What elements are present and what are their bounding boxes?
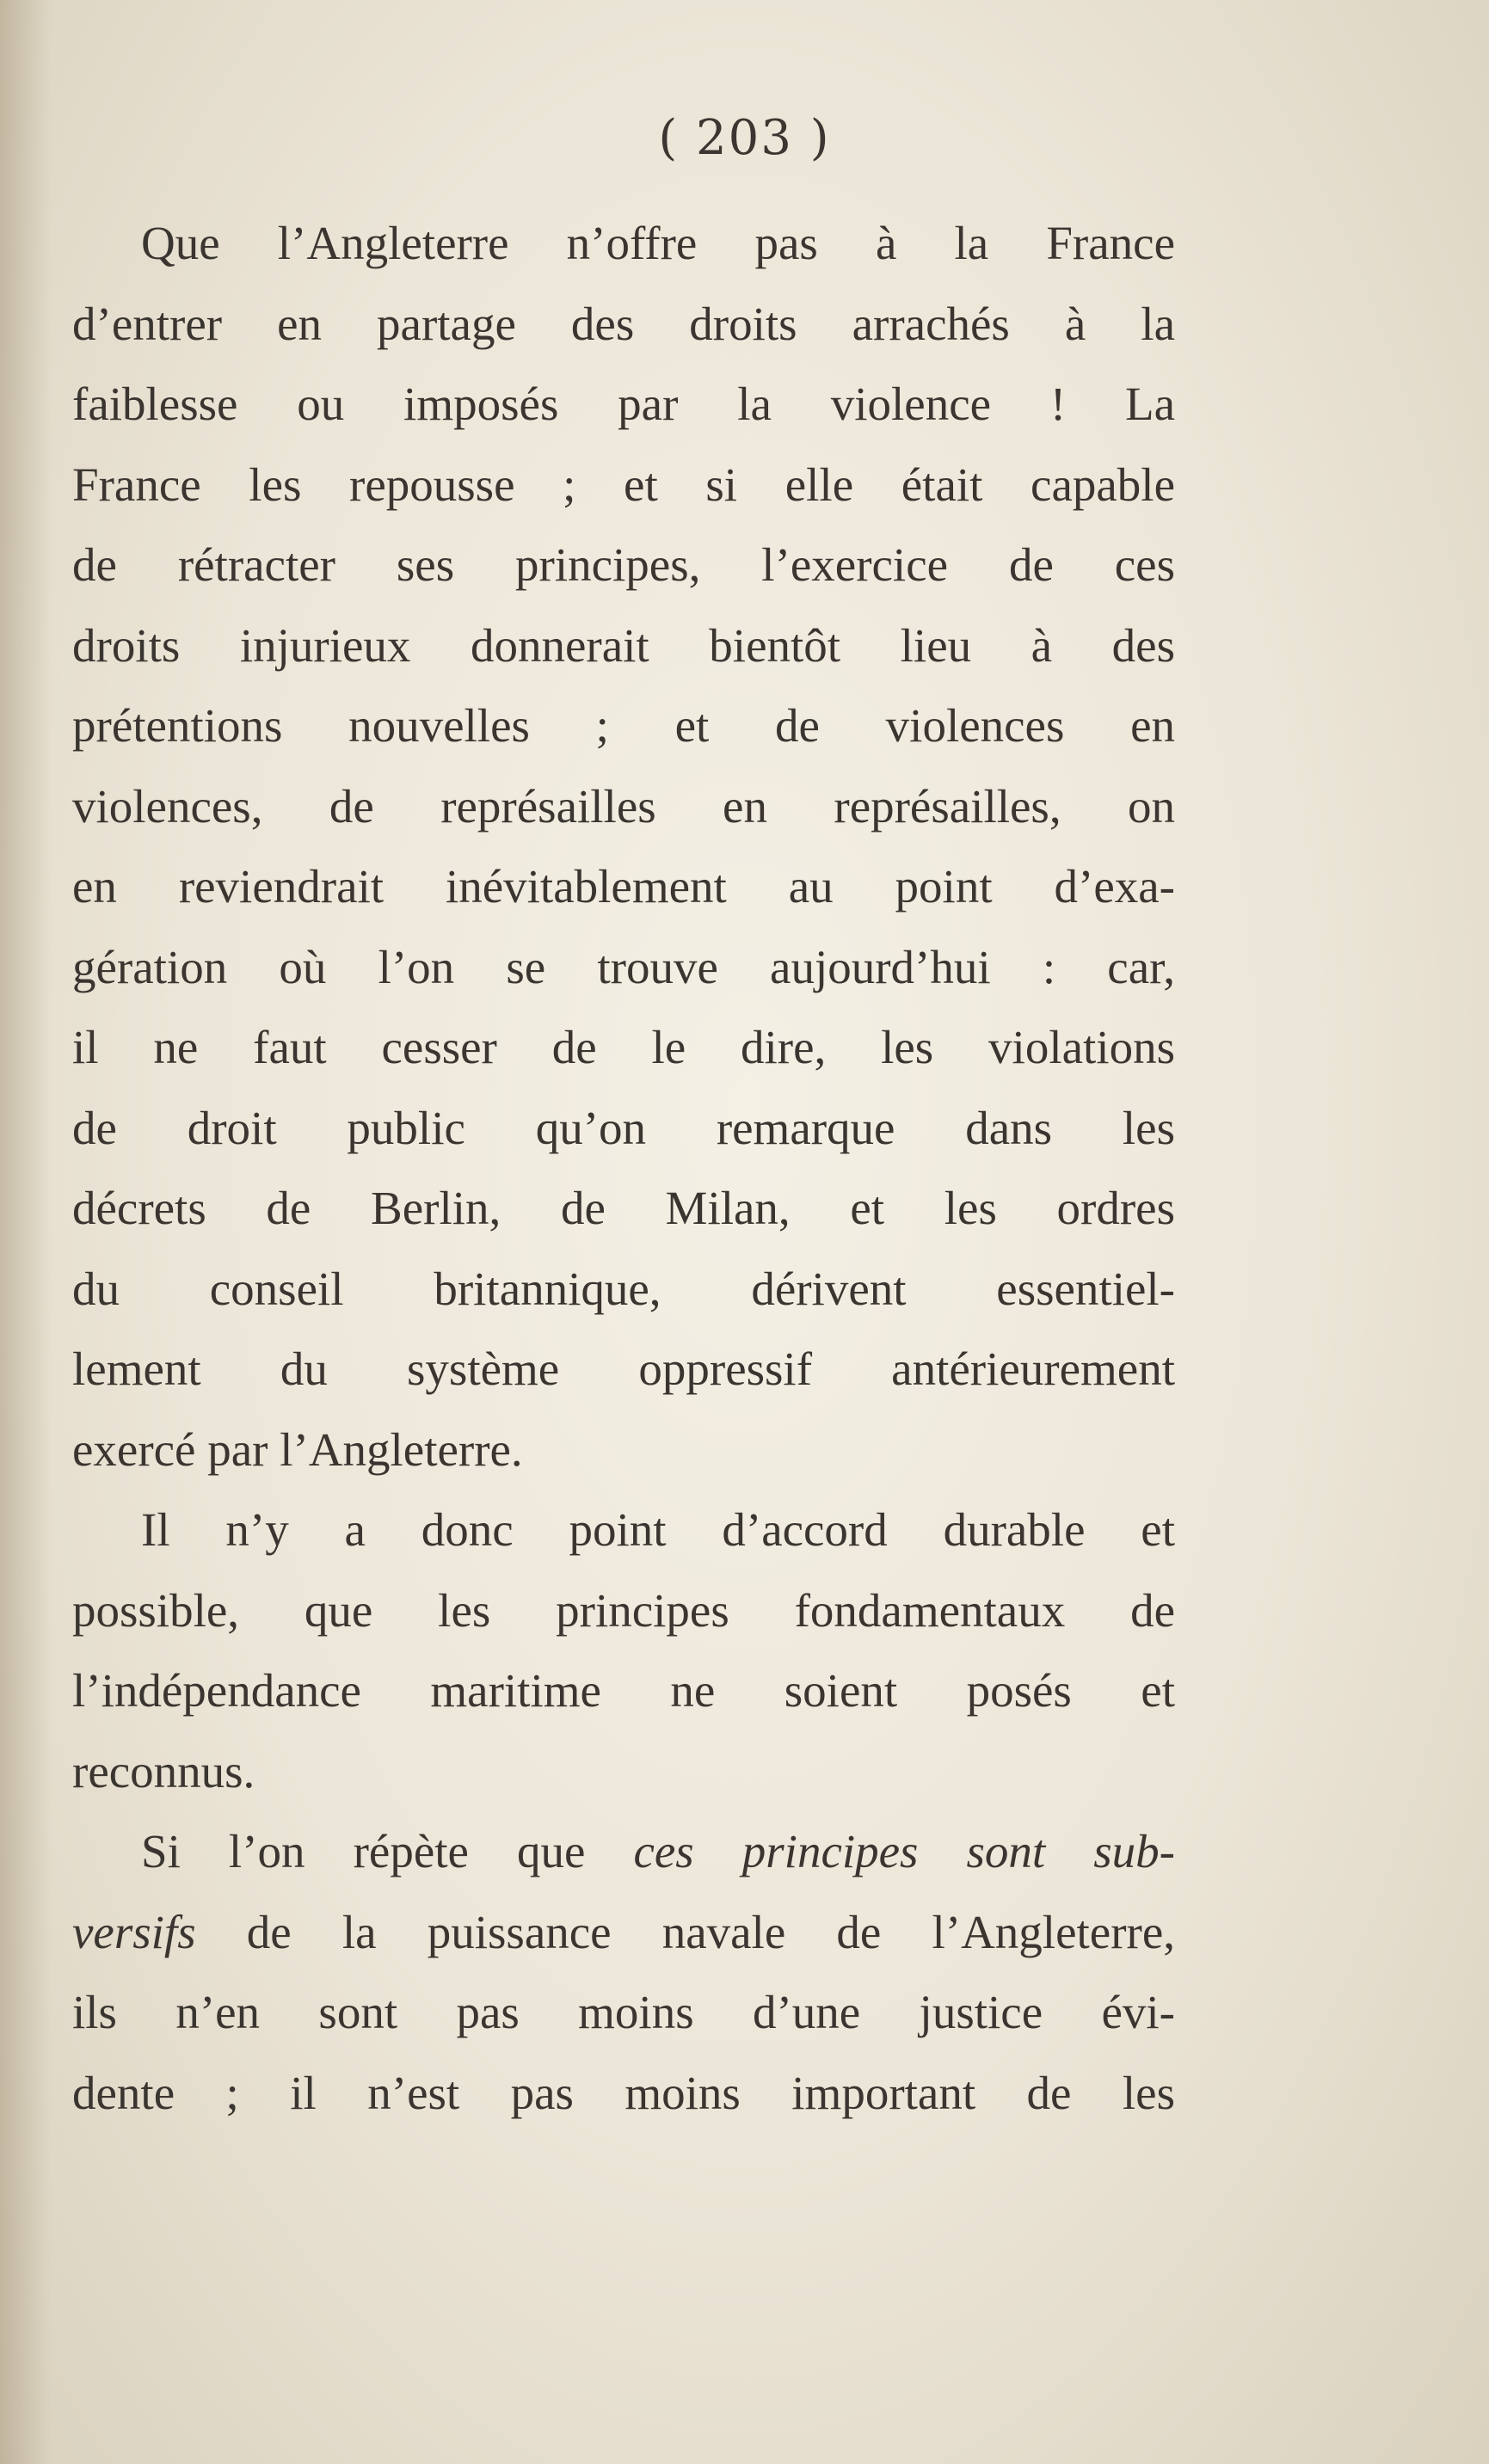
text-line: lement du système oppressif antérieurement [72,1343,1175,1395]
text-line: décrets de Berlin, de Milan, et les ordres [72,1182,1175,1234]
text-line: exercé par l’Angleterre. [72,1422,523,1476]
text-segment: Si l’on répète que [141,1825,634,1877]
text-line: Que l’Angleterre n’offre pas à la France [141,217,1175,269]
text-line: France les repousse ; et si elle était capable [72,458,1175,511]
page-number: ( 203 ) [658,110,831,166]
italic-text: ces principes sont sub- [633,1825,1175,1877]
text-line: gération où l’on se trouve aujourd’hui : car, [72,940,1175,993]
text-line: l’indépendance maritime ne soient posés et [72,1664,1175,1717]
text-segment: de la puissance navale de l’Angleterre, [195,1905,1175,1958]
text-line: il ne faut cesser de le dire, les violations [72,1021,1175,1073]
text-line: droits injurieux donnerait bientôt lieu à des [72,618,1175,672]
text-line: ils n’en sont pas moins d’une justice évi- [72,1986,1175,2038]
text-line: reconnus. [72,1744,255,1797]
text-line: possible, que les principes fondamentaux de [72,1583,1175,1637]
text-line: en reviendrait inévitablement au point d’exa- [72,860,1175,912]
text-line: dente ; il n’est pas moins important de les [72,2066,1175,2119]
text-line: d’entrer en partage des droits arrachés à la [72,297,1175,350]
text-line: du conseil britannique, dérivent essentiel- [72,1262,1175,1315]
text-line [72,1892,1175,1973]
text-line: Il n’y a donc point d’accord durable et [141,1503,1175,1556]
text-line: violences, de représailles en représailles, on [72,779,1175,833]
text-line: faiblesse ou imposés par la violence ! La [72,378,1175,430]
italic-text: versifs [72,1905,196,1958]
text-line [72,1811,1175,1892]
text-line: de rétracter ses principes, l’exercice de ces [72,538,1175,591]
text-line: prétentions nouvelles ; et de violences en [72,699,1175,752]
text-line: de droit public qu’on remarque dans les [72,1101,1175,1154]
body-text [72,203,1175,2133]
